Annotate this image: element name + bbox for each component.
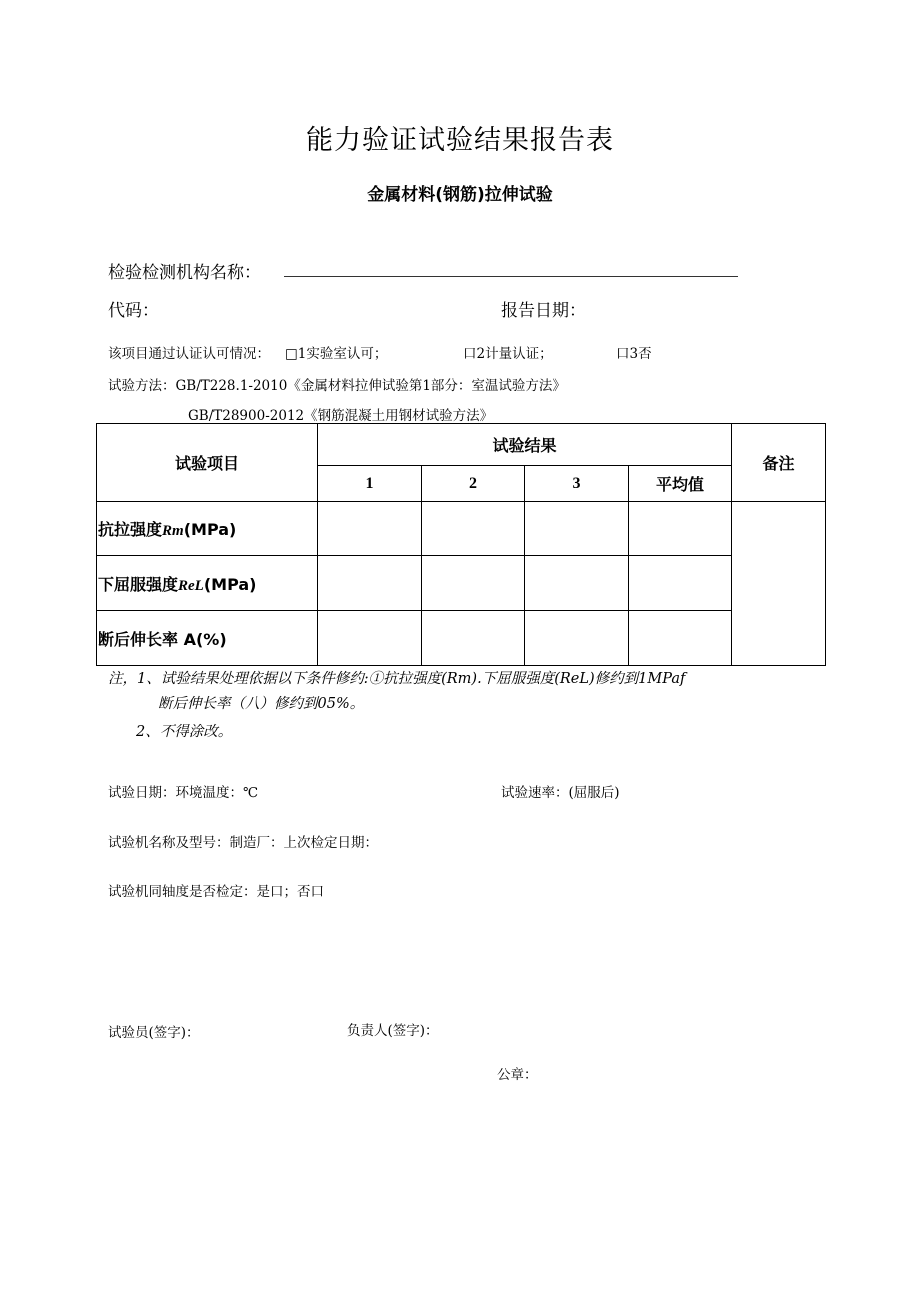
page-title: 能力验证试验结果报告表 [306,125,614,156]
result-cell[interactable] [525,611,629,666]
report-date-label: 报告日期： [501,301,586,321]
test-method-line-2: GB/T28900-2012《钢筋混凝土用钢材试验方法》 [188,408,494,424]
remark-header: 备注 [732,424,826,502]
result-cell[interactable] [318,502,422,556]
page-subtitle: 金属材料(钢筋)拉伸试验 [367,185,553,205]
accreditation-option-3: 口3否 [616,346,652,362]
result-cell[interactable] [318,611,422,666]
results-table [96,423,826,666]
note-line-1: 注，1、试验结果处理依据以下条件修约:①抗拉强度(Rm).下屈服强度(ReL)修约到1MPaf [108,671,686,687]
code-label: 代码： [108,301,159,321]
result-cell[interactable] [629,556,732,611]
item-header: 试验项目 [97,424,318,502]
institution-label: 检验检测机构名称： [108,263,261,283]
accreditation-option-1: □1实验室认可； [285,346,388,362]
note-line-3: 2、不得涂改。 [136,724,233,740]
result-cell[interactable] [318,556,422,611]
accreditation-option-2: 口2计量认证； [463,346,553,362]
accreditation-label: 该项目通过认证认可情况： [108,346,270,362]
result-cell[interactable] [422,611,525,666]
tester-signature-label: 试验员(签字)： [108,1025,200,1041]
column-header: 2 [422,466,525,502]
result-cell[interactable] [629,611,732,666]
column-header: 3 [525,466,629,502]
result-cell[interactable] [525,556,629,611]
row-label-tensile-strength: 抗拉强度Rm(MPa) [97,502,318,556]
result-cell[interactable] [422,556,525,611]
results-header: 试验结果 [318,424,732,466]
column-header-average: 平均值 [629,466,732,502]
seal-label: 公章： [497,1067,538,1083]
result-cell[interactable] [525,502,629,556]
result-cell[interactable] [422,502,525,556]
column-header: 1 [318,466,422,502]
remark-cell[interactable] [732,502,826,666]
row-label-elongation: 断后伸长率 A(%) [97,611,318,666]
test-speed-label: 试验速率：(屈服后) [501,785,620,801]
test-date-label: 试验日期：环境温度：℃ [108,785,259,801]
note-line-2: 断后伸长率（八）修约到05%。 [158,696,365,712]
coaxiality-label: 试验机同轴度是否检定：是口；否口 [108,884,324,900]
test-method-line-1: 试验方法：GB/T228.1-2010《金属材料拉伸试验第1部分：室温试验方法》 [108,378,566,394]
institution-underline [284,276,738,277]
row-label-yield-strength: 下屈服强度ReL(MPa) [97,556,318,611]
machine-label: 试验机名称及型号：制造厂：上次检定日期： [108,835,378,851]
supervisor-signature-label: 负责人(签字)： [347,1023,439,1039]
result-cell[interactable] [629,502,732,556]
